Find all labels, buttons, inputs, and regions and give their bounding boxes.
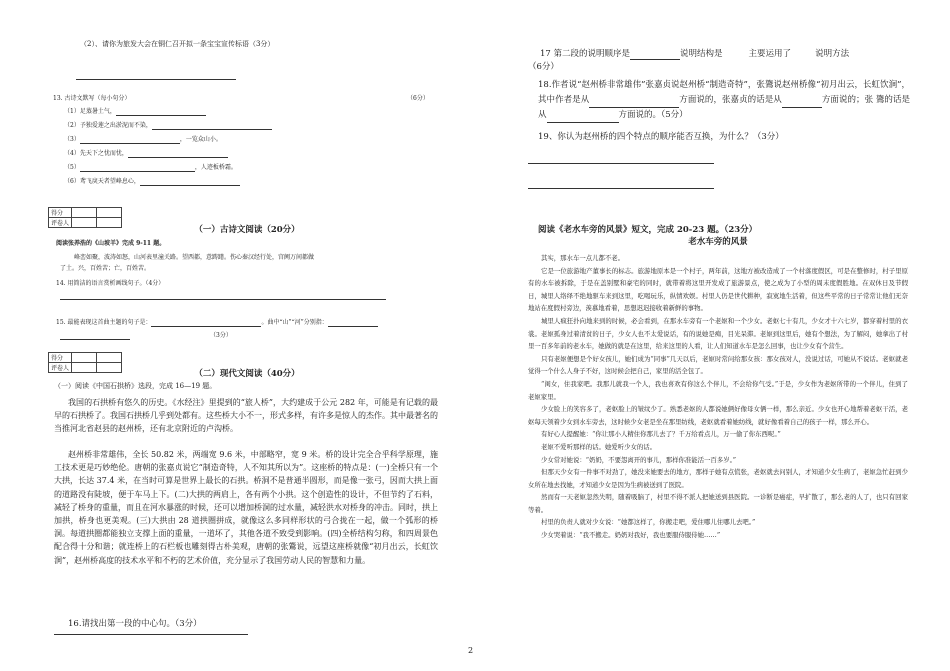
q16: 16.请找出第一段的中心句。（3分） — [68, 619, 202, 629]
poem-line-1: 峰峦如聚，波涛如怒，山河表里潼关路。望西都，意踌躇。伤心秦汉经行处，宫阙万间都做 — [74, 254, 315, 261]
blank-field[interactable] — [782, 98, 822, 108]
page-number: 2 — [468, 646, 474, 655]
read-intro: 阅读张养浩的《山坡羊》完成 9-11 题。 — [56, 240, 166, 247]
story-paragraph: 村里的负责人就对少女说：“她都这样了，你搬走吧，爱住哪儿住哪儿去吧。” — [541, 518, 756, 527]
blank-field[interactable] — [151, 317, 261, 327]
answer-line[interactable] — [528, 163, 714, 164]
answer-line[interactable] — [76, 79, 236, 80]
section-classical-title: （一）古诗文阅读（20分） — [194, 225, 300, 235]
q13-title: 13. 古诗文默写（每小句分） — [53, 95, 131, 102]
story-paragraph: “闺女，住我家吧。我那儿就我一个人，我也喜欢有你这么个伴儿，不会给你气受。”于是，少女作为老妪所带的一个伴儿，住到了老妪家里。 — [528, 379, 908, 401]
story-paragraph: 少女脸上的笑容多了，老妪脸上的皱纹少了。熟悉老妪的人都说她俩好像母女俩一样，那么亲近。少女也开心地帮着老妪干活，老妪每天领着少女到水车旁去，这时候少女老是坐在那里纺线，老妪就看着她纺线，就好像看着自己的孩子一样，那么开心。 — [528, 405, 908, 426]
story-paragraph: 但那天少女有一件事不对劲了，她没来她要去的地方，那样子她有点慌张，老妪就去问别人，才知道少女生病了，老妪急忙赶到少女所在地去找她，才知道少女是因为生病被送到了医院。 — [528, 468, 908, 489]
q13-item-5: （5） ，人迹板桥霜。 — [64, 164, 237, 171]
q13-item-1: （1）足蒸暑土气， — [64, 106, 206, 116]
q15-line-2: （3分） — [60, 330, 232, 340]
q13-item-4: （4）先天下之忧而忧， — [64, 148, 228, 158]
question-tagline: （2）、请你为旅发大会在铜仁召开拟一条宝宝宣传标语（3分） — [80, 40, 275, 48]
section-modern-title: （二）现代文阅读（40分） — [194, 369, 300, 379]
grader-label: 评卷人 — [49, 363, 72, 373]
q19: 19、你认为赵州桥的四个特点的顺序能否互换，为什么？（3分） — [538, 132, 784, 142]
story-paragraph: 有好心人提醒她：“你让那小人精住你那儿去了？千万给看点儿，万一偷了你东西呢。” — [541, 430, 781, 439]
score-label: 得分 — [49, 353, 72, 363]
q17: 17 第二段的说明顺序是 说明结构是 主要运用了 说明方法 — [540, 49, 850, 59]
answer-line[interactable] — [528, 188, 714, 189]
score-cell[interactable] — [97, 353, 122, 363]
q15: 15. 最能表现这首曲主题的句子是： 。曲中“山”“河”分别指： — [56, 317, 378, 327]
blank-field[interactable] — [80, 134, 180, 144]
read2-intro: 阅读《老水车旁的风景》短文，完成 20-23 题。（23分） — [538, 225, 758, 235]
score-cell[interactable] — [72, 208, 97, 218]
blank-field[interactable] — [80, 162, 195, 172]
poem-line-2: 了土。兴，百姓苦；亡，百姓苦。 — [60, 265, 151, 272]
paragraph-1: 我国的石拱桥有悠久的历史。《水经注》里提到的“旅人桥”，大约建成于公元 282 年，可能是有记载的最早的石拱桥了。我国石拱桥几乎到处都有。这些桥大小不一，形式多样，有许多是惊人的杰作。其中最著名的当推河北省赵县的赵州桥，还有北京附近的卢沟桥。 — [54, 398, 438, 433]
blank-field[interactable] — [547, 113, 619, 123]
story-paragraph: 少女常对她说：“奶奶，不要怨离开的事儿，那样你准能活一百多岁。” — [541, 455, 737, 464]
answer-line[interactable] — [54, 634, 248, 635]
grader-label: 评卷人 — [49, 218, 72, 228]
q17-score: （6分） — [528, 62, 559, 72]
blank-field[interactable] — [140, 176, 240, 186]
blank-field[interactable] — [328, 317, 378, 327]
story-paragraph: 少女哭着说：“我不搬走。奶奶对我好，我也要服侍服侍她……” — [541, 531, 721, 540]
q13-item-6: （6）鸢飞戾天者望峰息心， — [64, 176, 240, 186]
blank-field[interactable] — [152, 120, 272, 130]
story-paragraph: 其实，那水车一点儿都不老。 — [541, 254, 625, 262]
blank-field[interactable] — [589, 98, 679, 108]
read2-title: 老水车旁的风景 — [688, 237, 748, 247]
q14: 14. 用简洁的语言赏析画线句子。（4分） — [56, 280, 165, 287]
story-paragraphs — [528, 252, 908, 542]
story-paragraph: 只有老妪便想是个好女孩儿，她们成为“同事”几天以后，老妪时常问给那女孩：那女孩对人，没说过话，可她从不说话。老妪就老觉得一个什么人身子不好，这时候会把自己，家里的活全包了。 — [528, 354, 908, 376]
modern-intro: （一）阅读《中国石拱桥》选段，完成 16—19 题。 — [54, 382, 217, 390]
blank-field[interactable] — [60, 330, 130, 340]
q13-score: （6分） — [407, 95, 429, 102]
q13-item-3: （3） ，一览众山小。 — [64, 136, 222, 143]
score-cell[interactable] — [97, 208, 122, 218]
blank-field[interactable] — [128, 148, 228, 158]
q18: 18.作者说“赵州桥非常雄伟”张嘉贞说赵州桥“制造奇特”，张鷟说赵州桥像“初月出云，长虹饮涧”，其中作者是从 方面说的，张嘉贞的话是从 方面说的；张 鷟的话是从 方面说的。（5分） — [538, 78, 910, 123]
story-body — [528, 252, 908, 640]
answer-line[interactable] — [60, 299, 386, 300]
q13-item-2: （2）予独爱莲之出淤泥而不染， — [64, 120, 272, 130]
score-cell[interactable] — [72, 353, 97, 363]
paragraph-2: 赵州桥非常雄伟，全长 50.82 米，两端宽 9.6 米，中部略窄，宽 9 米。桥的设计完全合乎科学原理，施工技术更是巧妙绝伦。唐朝的张嘉贞说它“制造奇特，人不知其所以为”。这座桥的特点是：(一)全桥只有一个大拱，长达 37.4 米，在当时可算是世界上最长的石拱。桥洞不是普通半圆形，而是像一张弓，因而大拱上面的道路没有陡坡，便于车马上下。(二)大拱的两肩上，各有两个小拱。这个创造性的设计，不但节约了石料，减轻了桥身的重量，而且在河水暴涨的时候，还可以增加桥洞的过水量，减轻洪水对桥身的冲击。同时，拱上加拱，桥身也更美观。(三)大拱由 28 道拱圈拼成，就像这么多同样形状的弓合拢在一起，做一个弧形的桥洞。每道拱圈都能独立支撑上面的重量，一道坏了，其他各道不致受到影响。(四)全桥结构匀称，和四周景色配合得十分和谐；就连桥上的石栏板也雕刻得古朴美观，唐朝的张鷟说，远望这座桥就像“初月出云，长虹饮涧”，赵州桥高度的技术水平和不朽的艺术价值，充分显示了我国劳动人民的智慧和力量。 — [54, 450, 438, 565]
blank-field[interactable] — [630, 50, 680, 60]
blank-field[interactable] — [116, 106, 206, 116]
story-paragraph: 然而有一天老妪忽然失明，随着吸脑了，村里不得不派人把她送到县医院。一诊断是癌症，早扩散了，那么老的人了，也只有回家等着。 — [528, 493, 908, 514]
story-paragraph: 老妪不爱听那样的话。她爱听少女的话。 — [541, 442, 657, 451]
story-paragraph: 城里人疯狂扑向地来到的时候，必会看到，在那水车旁有一个老妪和一个少女。老妪七十有几，少女才十六七岁，都穿着村里的衣裳。老妪孤身过着清贫的日子，少女人也不太爱说话，有的说她是痴，目光呆滞。老妪到这里后，她有个想法，为了解闷，她拿出了村里一百多年前的老水车，她做的就是在这里，给来这里的人看，让人们知道水车是怎么回事，也让少女有个营生。 — [528, 316, 908, 351]
score-label: 得分 — [49, 208, 72, 218]
story-paragraph: 它是一位旅游地产董事长的标志。旅游地原本是一个村子，两年前，这地方被改造成了一个村落度假区，可是在整修时，村子里原有的水车被拆除，于是在盖别墅和豪宅的同时，就带着将这里开发成了旅游景点，使之成为了小型的周末度假胜地。在双休日及节假日，城里人络绎不绝地驱车来到这里，吃喝玩乐，纵情欢娱。村里人仍是世代耕种，寂寞地生活着，但这些平常的日子常常让他们无奈地站在度假村旁边，羡慕地看着，思想迟迟接收着新鲜的事物。 — [528, 266, 908, 313]
